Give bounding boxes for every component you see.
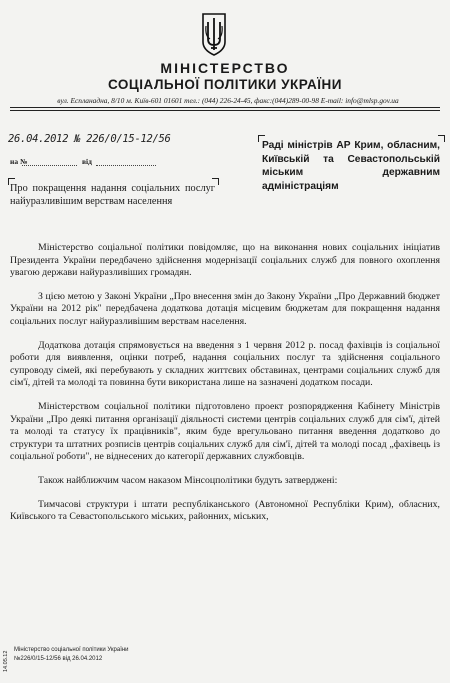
- reply-number-line: [22, 165, 77, 166]
- reply-number-label: на №: [10, 157, 28, 166]
- ministry-title-line1: МІНІСТЕРСТВО: [160, 60, 290, 76]
- reply-date-label: від: [82, 157, 92, 166]
- body-paragraph-3: Додаткова дотація спрямовується на введення з 1 червня 2012 р. посад фахівців із соціальної роботи для виявлення, оцінки потреб, надання соціальних послуг та здійснення соціального супроводу сімей, які перебувають у складних життєвих обставинах, центрами соціальних служб для сім'ї, дітей та молоді та повинна бути використана лише на зазначені додатком посади.: [10, 339, 440, 389]
- handwritten-registration-number: 26.04.2012 № 226/0/15-12/56: [8, 133, 171, 145]
- stamp-vertical-date: 14.05.12: [3, 650, 9, 672]
- header-divider: [10, 107, 440, 108]
- letter-subject: Про покращення надання соціальних послуг найуразливішим верствам населення: [10, 183, 215, 207]
- body-paragraph-5: Також найближчим часом наказом Мінсоцполітики будуть затверджені:: [38, 474, 338, 486]
- body-paragraph-4: Міністерством соціальної політики підготовлено проект розпорядження Кабінету Міністрів України „Про деякі питання організації діяльності системи центрів соціальних служб для сім'ї, дітей та молоді та статусу їх працівників", яким буде врегульовано питання введення додатково до структури та штатних розписів центрів соціальних служб для сім'ї, дітей та молоді посад „фахівець із соціальної роботи", не віднесених до категорії державних службовців.: [10, 400, 440, 463]
- body-paragraph-6: Тимчасові структури і штати республіканського (Автономної Республіки Крим), обласних, Київського та Севастопольського міських, районних, міських,: [10, 498, 440, 523]
- header-divider-thin: [10, 110, 440, 111]
- body-paragraph-2: З цією метою у Законі України „Про внесення змін до Закону України „Про Державний бюджет України на 2012 рік" передбачена додаткова дотація місцевим бюджетам для покращення надання соціальних послуг найуразливішим верствам населення.: [10, 290, 440, 327]
- letter-body: [10, 242, 440, 535]
- ministry-title-line2: СОЦІАЛЬНОЇ ПОЛІТИКИ УКРАЇНИ: [108, 77, 342, 92]
- registration-stamp: [2, 644, 162, 678]
- stamp-line-1: Міністерство соціальної політики України: [14, 647, 129, 653]
- letter-addressee: Раді міністрів АР Крим, обласним, Київській та Севастопольській міським державним адміністраціям: [262, 140, 440, 192]
- ministry-address: вул. Еспланадна, 8/10 м. Київ-601 01601 тел.: (044) 226-24-45, факс:(044)289-00-98 E-mail: info@mlsp.gov.ua: [57, 96, 399, 105]
- reply-date-line: [96, 165, 156, 166]
- stamp-line-2: №226/0/15-12/56 від 26.04.2012: [14, 655, 103, 662]
- body-paragraph-1: Міністерство соціальної політики повідомляє, що на виконання нових соціальних ініціатив Президента України передбачено здійснення модернізації соціальних служб для повного охоплення увагою держави найуразливіших громадян.: [10, 242, 440, 279]
- trident-emblem-icon: [201, 12, 227, 56]
